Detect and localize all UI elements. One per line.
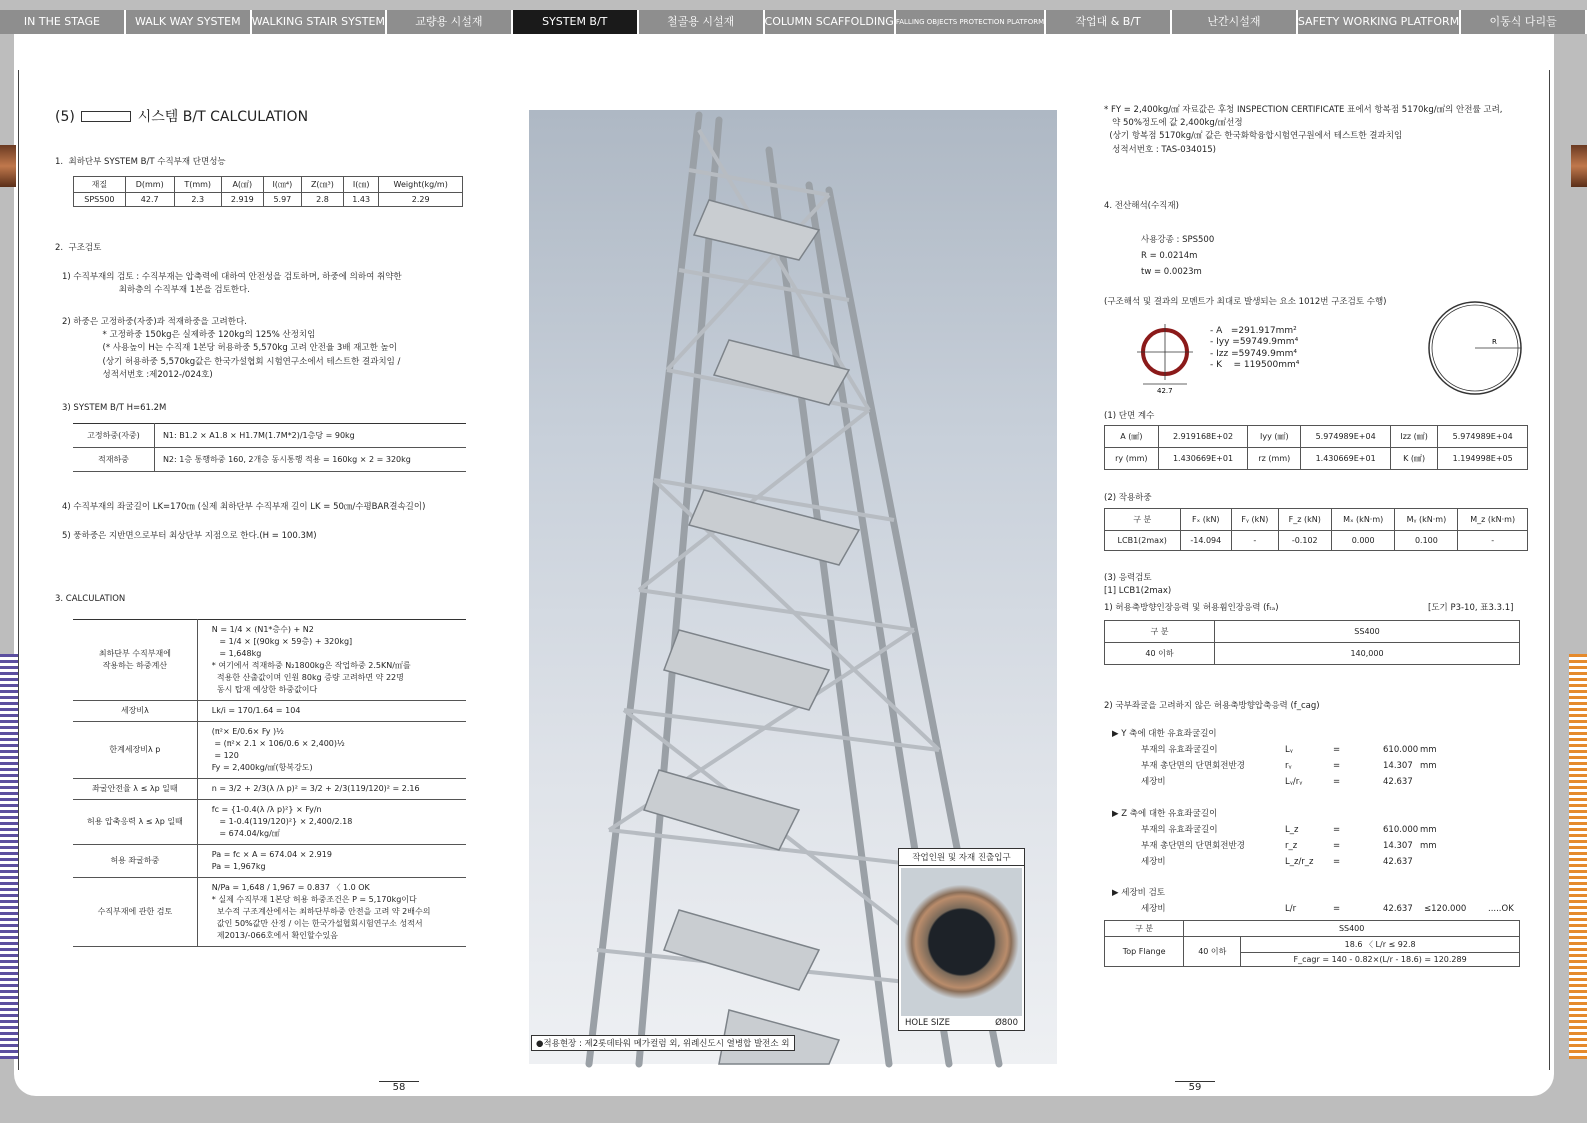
t1-head-cell: I(㎝) [344,177,379,193]
section-2-heading: 2. 구조검토 [55,243,102,253]
slenderness-cell: 세장비 [1141,904,1166,914]
para-2: 2) 하중은 고정하중(자중)과 적재하중을 고려한다. * 고정하중 150kg은 실제하중 120kg의 125% 산정치임 (* 사용높이 H는 수직재 1본당 허용하중 5,570kg 고려 안전율 3배 재고한 높이 (상기 허용하중 5,570kg값은 한국가설협회 시험연구소에서 테스트한 결과치임 / 성적서번호 :제2012-/024호) [62,317,401,380]
tab-8[interactable]: 작업대 & B/T [1046,10,1172,34]
analysis-note: (구조해석 및 결과의 모멘트가 최대로 발생되는 요소 1012번 구조검토 수행) [1104,297,1387,307]
t1-cell: 2.3 [174,193,221,207]
y_rows-cell: = [1333,761,1341,771]
section-1-heading: 1. 최하단부 SYSTEM B/T 수직부재 단면성능 [55,157,226,167]
calc-row [73,800,466,845]
tab-7[interactable]: FALLING OBJECTS PROTECTION PLATFORM [896,10,1046,34]
tab-10[interactable]: SAFETY WORKING PLATFORM [1298,10,1461,34]
slenderness-cell: 42.637 [1383,904,1413,914]
modulus-cell: Izz (㎟) [1390,426,1437,448]
tab-11[interactable]: 이동식 다리들 [1461,10,1587,34]
load-value-cell: 0.000 [1331,531,1395,551]
slenderness-heading: ▶ 세장비 검토 [1112,888,1165,898]
calc-row [73,878,466,947]
flange-h1: 구 분 [1105,921,1184,937]
tension-cell: 구 분 [1105,621,1215,643]
tension-row [1105,621,1520,643]
calc-cell: 수직부재에 관한 검토 [73,878,197,947]
t1-cell: 5.97 [263,193,301,207]
z_rows-cell: 14.307 [1383,841,1413,851]
stress-check-heading: (3) 응력검토 [1] LCB1(2max) [1104,573,1172,597]
inset-title: 작업인원 및 자재 진출입구 [899,849,1024,866]
modulus-cell: rz (mm) [1248,448,1301,470]
hole-size-value: Ø800 [995,1018,1018,1028]
calc-cell: (π²× E/0.6× Fy )½ = (π²× 2.1 × 106/0.6 × 2,400)½ = 120 Fy = 2,400kg/㎠(항복강도) [197,722,466,779]
modulus-cell: A (㎟) [1105,426,1159,448]
flange-h2: SS400 [1184,921,1520,937]
para-1: 1) 수직부재의 검토 : 수직부재는 압축력에 대하여 안전성을 검토하며, 하중에 의하여 취약한 최하층의 수직부재 1본을 검토한다. [62,272,402,296]
z-axis-heading: ▶ Z 축에 대한 유효좌굴길이 [1112,809,1218,819]
right-margin-line [1549,70,1550,1070]
section-modulus-table [1104,425,1528,470]
load-value-cell: 0.100 [1395,531,1458,551]
tab-3[interactable]: 교량용 시설재 [387,10,513,34]
modulus-cell: 1.430669E+01 [1158,448,1248,470]
tension-row [1105,643,1520,665]
tab-5[interactable]: 철골용 시설재 [639,10,765,34]
flange-name: Top Flange [1105,937,1184,967]
flange-table [1104,920,1520,967]
load-head-cell: Mₓ (kN·m) [1331,509,1395,531]
modulus-cell: K (㎟) [1390,448,1437,470]
z_rows-cell: = [1333,841,1341,851]
z_rows-cell: mm [1420,841,1437,851]
t1-head-cell: Weight(kg/m) [379,177,463,193]
tab-6[interactable]: COLUMN SCAFFOLDING [765,10,896,34]
load-cell: N1: B1.2 × A1.8 × H1.7M(1.7M*2)/1층당 = 90kg [154,424,466,448]
z_rows-cell: 부재 총단면의 단면회전반경 [1141,841,1245,851]
entrance-inset [898,848,1025,1031]
top-tab-bar [0,10,1587,34]
calc-row [73,701,466,722]
tension-reference: [도기 P3-10, 표3.3.1] [1428,603,1514,613]
load-cell: 적재하중 [73,448,154,472]
z_rows-cell: 부재의 유효좌굴길이 [1141,825,1218,835]
applied-load-heading: (2) 작용하중 [1104,493,1152,503]
page-title [55,106,308,126]
y_rows-cell: Lᵧ [1285,745,1293,755]
manhole-photo [901,868,1022,1016]
tab-4[interactable]: SYSTEM B/T [513,10,639,34]
steel-spec: 사용강종 : SPS500 R = 0.0214m tw = 0.0023m [1141,235,1215,278]
left-margin-line [18,70,19,1070]
calc-cell: 허용 좌굴하중 [73,845,197,878]
tension-cell: 140,000 [1215,643,1520,665]
modulus-cell: Iyy (㎟) [1248,426,1301,448]
modulus-cell: 2.919168E+02 [1158,426,1248,448]
radius-label: R [1492,338,1497,346]
load-row [73,448,466,472]
y_rows-cell: = [1333,745,1341,755]
t1-head-cell: T(mm) [174,177,221,193]
tension-heading: 1) 허용축방향인장응력 및 허용휨인장응력 (fₜₐ) [1104,603,1279,613]
load-value-cell: -14.094 [1180,531,1232,551]
z_rows-cell: mm [1420,825,1437,835]
para-3: 3) SYSTEM B/T H=61.2M [62,403,167,413]
z_rows-cell: r_z [1285,841,1298,851]
diameter-label: 42.7 [1157,387,1173,395]
load-head-cell: Mᵧ (kN·m) [1395,509,1458,531]
calc-cell: 좌굴안전율 λ ≤ λp 일때 [73,779,197,800]
t1-head-cell: 재질 [74,177,126,193]
y_rows-cell: = [1333,777,1341,787]
tension-cell: 40 이하 [1105,643,1215,665]
y_rows-cell: 부재의 유효좌굴길이 [1141,745,1218,755]
t1-cell: 2.919 [221,193,263,207]
calc-cell: Lk/i = 170/1.64 = 104 [197,701,466,722]
z_rows-cell: L_z/r_z [1285,857,1314,867]
calc-cell: fc = {1-0.4(λ /λ p)²} × Fy/n = 1-0.4(119/120)²} × 2,400/2.18 = 674.04/kg/㎠ [197,800,466,845]
t1-cell: SPS500 [74,193,126,207]
z_rows-cell: 세장비 [1141,857,1166,867]
modulus-row [1105,426,1528,448]
modulus-cell: 1.430669E+01 [1301,448,1391,470]
calc-cell: 허용 압축응력 λ ≤ λp 일때 [73,800,197,845]
z_rows-cell: L_z [1285,825,1299,835]
calc-cell: N/Pa = 1,648 / 1,967 = 0.837 〈 1.0 OK * 실제 수직부재 1본당 허용 하중조건은 P = 5,170kg이다 보수적 구조계산에서는 최하단부하중 안전을 고려 약 2배수의 값인 50%값만 산정 / 이는 한국가설협회시험연구소 성적서 제2013/-066호에서 확인할수있음 [197,878,466,947]
applied-load-table [1104,508,1528,551]
section-props: - A =291.917mm² - Iyy =59749.9mm⁴ - Izz =59749.9mm⁴ - K = 119500mm⁴ [1210,326,1300,370]
para-5: 5) 풍하중은 지반면으로부터 최상단부 지점으로 한다.(H = 100.3M) [62,531,317,541]
radius-circle-diagram [1424,298,1526,398]
title-text: 시스템 B/T CALCULATION [137,109,309,125]
load-head-cell: Fᵧ (kN) [1232,509,1279,531]
t1-head-cell: A(㎠) [221,177,263,193]
y-axis-heading: ▶ Y 축에 대한 유효좌굴길이 [1112,729,1217,739]
calculation-table [73,619,466,947]
section-3-heading: 3. CALCULATION [55,594,126,604]
load-cell: N2: 1층 통행하중 160, 2개층 동시통행 적용 = 160kg × 2 = 320kg [154,448,466,472]
load-value-cell: LCB1(2max) [1105,531,1181,551]
slenderness-cell: = [1333,904,1341,914]
left-edge-stripes [0,654,18,1059]
t1-cell: 2.29 [379,193,463,207]
modulus-cell: 5.974989E+04 [1301,426,1391,448]
load-head-cell: 구 분 [1105,509,1181,531]
z_rows-cell: 610.000 [1383,825,1419,835]
tab-0[interactable]: IN THE STAGE [0,10,126,34]
load-head-cell: Fₓ (kN) [1180,509,1232,531]
title-number: (5) [55,109,75,125]
page-number-left: 58 [379,1081,419,1093]
t1-cell: 42.7 [125,193,174,207]
z_rows-cell: 42.637 [1383,857,1413,867]
modulus-row [1105,448,1528,470]
calc-cell: 최하단부 수직부재에 작용하는 하중계산 [73,620,197,701]
para-4: 4) 수직부재의 좌굴길이 LK=170㎝ (실제 최하단부 수직부재 길이 LK = 50㎝/수평BAR결속길이) [62,502,426,512]
y_rows-cell: 42.637 [1383,777,1413,787]
calc-cell: n = 3/2 + 2/3(λ /λ p)² = 3/2 + 2/3(119/120)² = 2.16 [197,779,466,800]
tension-table [1104,620,1520,665]
compression-heading: 2) 국부좌굴을 고려하지 않은 허용축방향압축응력 (f_cag) [1104,701,1320,711]
section-modulus-heading: (1) 단면 계수 [1104,411,1155,421]
calc-cell: 세장비λ [73,701,197,722]
inset-footer [899,1018,1024,1028]
y_rows-cell: mm [1420,745,1437,755]
load-value-cell: - [1458,531,1528,551]
load-value-cell: -0.102 [1278,531,1331,551]
calc-row [73,845,466,878]
calc-cell: Pa = fc × A = 674.04 × 2.919 Pa = 1,967kg [197,845,466,878]
flange-range: 18.6 〈 L/r ≤ 92.8 [1241,937,1520,953]
y_rows-cell: 부재 총단면의 단면회전반경 [1141,761,1245,771]
t1-cell: 1.43 [344,193,379,207]
slenderness-cell: ≤120.000 [1424,904,1467,914]
modulus-cell: ry (mm) [1105,448,1159,470]
load-row [73,424,466,448]
tab-1[interactable]: WALK WAY SYSTEM [126,10,252,34]
hole-size-label: HOLE SIZE [905,1018,950,1028]
flange-formula: F_cagr = 140 - 0.82×(L/r - 18.6) = 120.289 [1241,953,1520,967]
calc-cell: N = 1/4 × (N1*층수) + N2 = 1/4 × [(90kg × 59층) + 320kg] = 1,648kg * 여기에서 적재하중 N₂1800kg은 작업하중 2.5KN/㎡를 적용한 산출값이며 인원 80kg 증량 고려하면 약 22명 동시 탑재 예상한 하중값이다 [197,620,466,701]
y_rows-cell: 14.307 [1383,761,1413,771]
section-properties-table [73,176,463,207]
t1-head-cell: I(㎝⁴) [263,177,301,193]
photo-caption: ●적용현장 : 제2롯데타워 메가컬럼 외, 위례신도시 열병합 발전소 외 [531,1035,795,1051]
z_rows-cell: = [1333,857,1341,867]
page-number-right: 59 [1175,1081,1215,1093]
modulus-cell: 5.974989E+04 [1438,426,1528,448]
calc-row [73,722,466,779]
y_rows-cell: 세장비 [1141,777,1166,787]
right-edge-stripes [1569,654,1587,1059]
z_rows-cell: = [1333,825,1341,835]
tab-2[interactable]: WALKING STAIR SYSTEM [252,10,387,34]
slenderness-cell: L/r [1285,904,1297,914]
y_rows-cell: rᵧ [1285,761,1292,771]
t1-cell: 2.8 [301,193,343,207]
left-edge-rust [0,145,16,187]
load-head-cell: M_z (kN·m) [1458,509,1528,531]
calc-row [73,779,466,800]
load-value-cell: - [1232,531,1279,551]
flange-thickness: 40 이하 [1184,937,1241,967]
t1-head-cell: D(mm) [125,177,174,193]
y_rows-cell: mm [1420,761,1437,771]
t1-head-cell: Z(㎝³) [301,177,343,193]
section-4-heading: 4. 전산해석(수직재) [1104,201,1179,211]
calc-row [73,620,466,701]
brand-logo-icon [81,111,131,122]
right-edge-rust [1571,145,1587,187]
tab-9[interactable]: 난간시설재 [1172,10,1298,34]
y_rows-cell: Lᵧ/rᵧ [1285,777,1303,787]
calc-cell: 한계세장비λ p [73,722,197,779]
fy-note: * FY = 2,400kg/㎠ 자료값은 후청 INSPECTION CERTIFICATE 표에서 항복점 5170kg/㎠의 안전률 고려, 약 50%정도에 값 2,400kg/㎠선정 (상기 항복점 5170kg/㎠ 값은 한국화학융합시험연구원에서 테스트한 결과치임 성적서번호 : TAS-034015) [1104,105,1503,155]
y_rows-cell: 610.000 [1383,745,1419,755]
load-head-cell: F_z (kN) [1278,509,1331,531]
modulus-cell: 1.194998E+05 [1438,448,1528,470]
pipe-section-diagram [1133,322,1213,394]
slenderness-cell: .....OK [1488,904,1514,914]
tension-cell: SS400 [1215,621,1520,643]
load-cell: 고정하중(자중) [73,424,154,448]
load-table [73,423,466,472]
